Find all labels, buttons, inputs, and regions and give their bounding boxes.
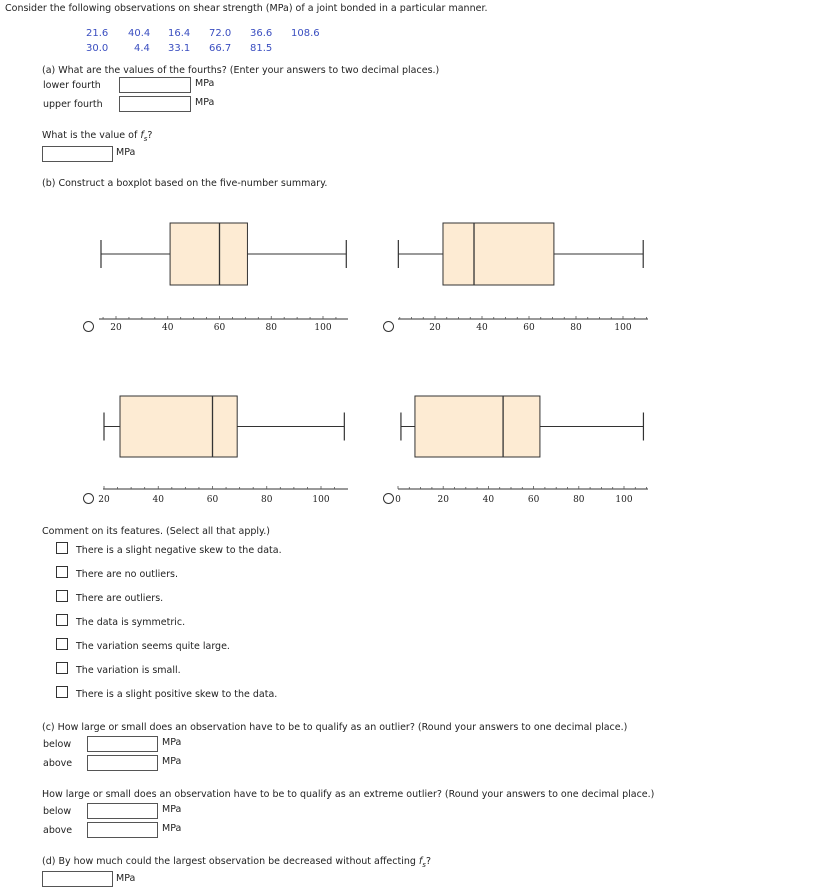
feature-option-label: There are no outliers. bbox=[76, 569, 179, 580]
fs-symbol bbox=[419, 856, 426, 867]
observation: 4.4 bbox=[134, 43, 150, 54]
lower-fourth-unit: MPa bbox=[195, 78, 215, 89]
feature-checkbox[interactable] bbox=[56, 662, 68, 674]
outlier-above-label: above bbox=[43, 758, 73, 769]
part-d-question-mark: ? bbox=[425, 856, 431, 867]
fs-subscript: s bbox=[422, 860, 426, 869]
comment-prompt: Comment on its features. (Select all that apply.) bbox=[42, 526, 271, 537]
upper-fourth-label: upper fourth bbox=[43, 99, 103, 110]
extreme-below-unit: MPa bbox=[162, 804, 182, 815]
decrease-unit: MPa bbox=[116, 873, 136, 884]
observation: 40.4 bbox=[128, 28, 151, 39]
extreme-outlier-question: How large or small does an observation have to be to qualify as an extreme outlier? (Round your answers to one decimal place.) bbox=[42, 789, 655, 800]
outlier-below-unit: MPa bbox=[162, 737, 182, 748]
fs-subscript: s bbox=[143, 134, 148, 143]
tick-label: 40 bbox=[476, 323, 488, 333]
tick-label: 60 bbox=[523, 323, 535, 333]
tick-label: 0 bbox=[395, 495, 401, 505]
observation: 16.4 bbox=[168, 28, 191, 39]
feature-option-label: The variation is small. bbox=[76, 665, 181, 676]
observation: 30.0 bbox=[86, 43, 109, 54]
observation: 66.7 bbox=[209, 43, 232, 54]
observation: 36.6 bbox=[250, 28, 273, 39]
iqr-box bbox=[415, 396, 540, 457]
feature-checkbox[interactable] bbox=[56, 566, 68, 578]
tick-label: 100 bbox=[615, 495, 633, 505]
tick-label: 40 bbox=[152, 495, 164, 505]
tick-label: 60 bbox=[527, 495, 540, 505]
extreme-below-label: below bbox=[43, 806, 72, 817]
extreme-above-input[interactable] bbox=[87, 822, 158, 838]
fs-unit: MPa bbox=[116, 147, 136, 158]
tick-label: 60 bbox=[213, 323, 226, 333]
part-b-question: (b) Construct a boxplot based on the five-number summary. bbox=[42, 178, 328, 189]
lower-fourth-label: lower fourth bbox=[43, 80, 101, 91]
observation: 21.6 bbox=[86, 28, 109, 39]
feature-option-label: There are outliers. bbox=[76, 593, 164, 604]
tick-label: 60 bbox=[206, 495, 219, 505]
feature-option-label: The variation seems quite large. bbox=[76, 641, 230, 652]
tick-label: 100 bbox=[312, 495, 330, 505]
observation: 81.5 bbox=[250, 43, 273, 54]
tick-label: 80 bbox=[570, 323, 582, 333]
fs-question-mark: ? bbox=[147, 130, 153, 141]
feature-checkbox[interactable] bbox=[56, 638, 68, 650]
outlier-below-input[interactable] bbox=[87, 736, 158, 752]
fs-question-text: What is the value of bbox=[42, 130, 141, 141]
part-d-question bbox=[42, 856, 431, 869]
outlier-above-input[interactable] bbox=[87, 755, 158, 771]
extreme-below-input[interactable] bbox=[87, 803, 158, 819]
feature-option-label: There is a slight positive skew to the data. bbox=[76, 689, 278, 700]
tick-label: 100 bbox=[314, 323, 332, 333]
feature-option-label: The data is symmetric. bbox=[76, 617, 186, 628]
part-a-question: (a) What are the values of the fourths? (Enter your answers to two decimal places.) bbox=[42, 65, 440, 76]
feature-checkbox[interactable] bbox=[56, 542, 68, 554]
upper-fourth-unit: MPa bbox=[195, 97, 215, 108]
tick-label: 20 bbox=[437, 495, 449, 505]
extreme-above-label: above bbox=[43, 825, 73, 836]
feature-checkbox[interactable] bbox=[56, 614, 68, 626]
observation: 108.6 bbox=[291, 28, 320, 39]
tick-label: 80 bbox=[265, 323, 277, 333]
extreme-above-unit: MPa bbox=[162, 823, 182, 834]
feature-checkbox[interactable] bbox=[56, 686, 68, 698]
tick-label: 40 bbox=[482, 495, 495, 505]
outlier-above-unit: MPa bbox=[162, 756, 182, 767]
outlier-below-label: below bbox=[43, 739, 72, 750]
feature-checkbox[interactable] bbox=[56, 590, 68, 602]
tick-label: 100 bbox=[614, 323, 632, 333]
feature-option-label: There is a slight negative skew to the data. bbox=[76, 545, 282, 556]
tick-label: 20 bbox=[110, 323, 122, 333]
tick-label: 20 bbox=[98, 495, 110, 505]
problem-intro: Consider the following observations on shear strength (MPa) of a joint bonded in a particular manner. bbox=[5, 3, 488, 14]
tick-label: 80 bbox=[261, 495, 273, 505]
observation: 72.0 bbox=[209, 28, 232, 39]
part-d-text: (d) By how much could the largest observation be decreased without affecting bbox=[42, 856, 419, 867]
tick-label: 80 bbox=[573, 495, 585, 505]
decrease-input[interactable] bbox=[42, 871, 113, 887]
part-c-question: (c) How large or small does an observation have to be to qualify as an outlier? (Round your answers to one decimal place.) bbox=[42, 722, 628, 733]
tick-label: 40 bbox=[162, 323, 174, 333]
observation: 33.1 bbox=[168, 43, 191, 54]
fs-letter: f bbox=[140, 130, 144, 141]
fs-letter: f bbox=[418, 856, 423, 867]
tick-label: 20 bbox=[429, 323, 441, 333]
